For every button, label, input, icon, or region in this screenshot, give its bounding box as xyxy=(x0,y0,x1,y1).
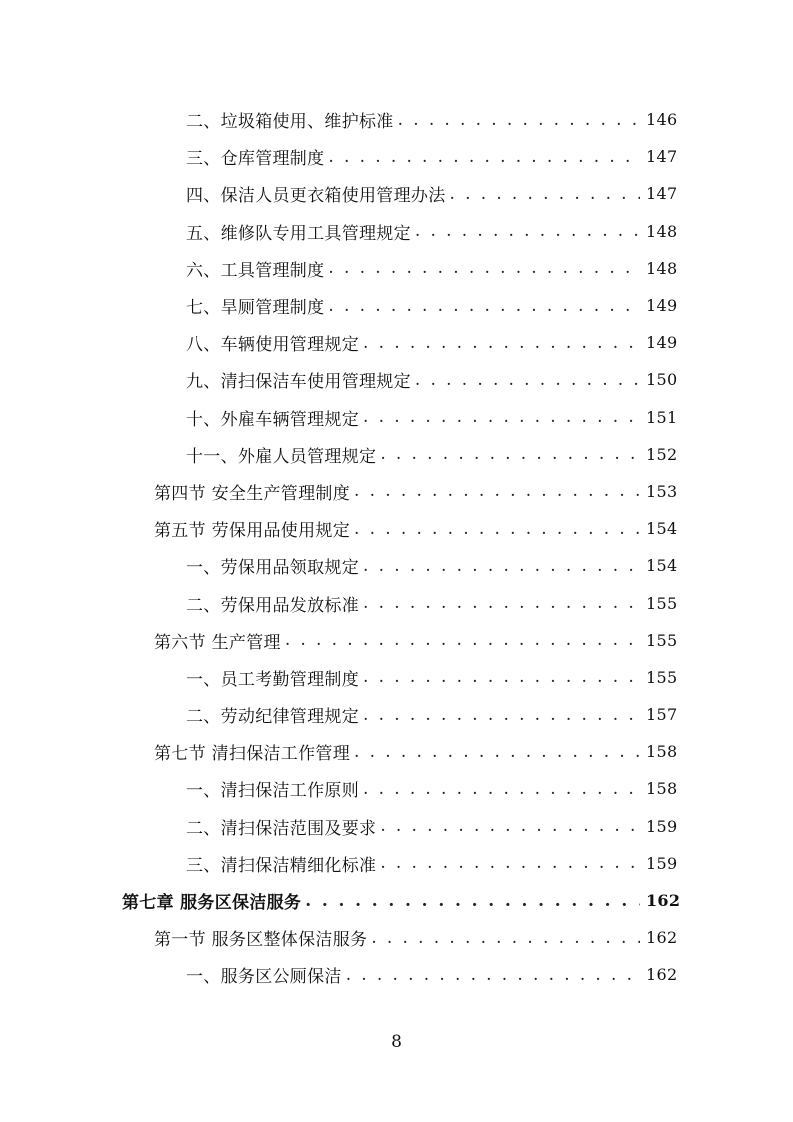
toc-dot-leader xyxy=(354,742,640,762)
toc-entry[interactable] xyxy=(0,175,793,212)
toc-entry-page-number: 154 xyxy=(646,519,678,539)
toc-entry[interactable] xyxy=(0,919,793,956)
toc-dot-leader xyxy=(363,593,640,613)
page-number: 8 xyxy=(391,1032,402,1052)
toc-entry-page-number: 148 xyxy=(646,258,678,278)
toc-entry-title: 二、劳动纪律管理规定 xyxy=(186,707,359,728)
toc-dot-leader xyxy=(380,444,640,464)
toc-entry-page-number: 147 xyxy=(646,184,678,204)
toc-entry-page-number: 159 xyxy=(646,816,678,836)
toc-dot-leader xyxy=(363,705,640,725)
toc-entry-title: 二、清扫保洁范围及要求 xyxy=(186,818,377,839)
toc-entry[interactable] xyxy=(0,473,793,510)
toc-entry-title: 三、仓库管理制度 xyxy=(186,149,325,170)
toc-dot-leader xyxy=(450,184,641,204)
toc-entry-title: 第一节 服务区整体保洁服务 xyxy=(154,930,368,951)
toc-entry-title: 第七章 服务区保洁服务 xyxy=(122,893,302,914)
toc-entry[interactable] xyxy=(0,696,793,733)
table-of-contents xyxy=(0,101,793,994)
toc-entry[interactable] xyxy=(0,882,793,919)
toc-dot-leader xyxy=(371,928,640,948)
toc-entry-title: 一、清扫保洁工作原则 xyxy=(186,781,359,802)
toc-entry[interactable] xyxy=(0,361,793,398)
toc-entry[interactable] xyxy=(0,250,793,287)
toc-entry-page-number: 148 xyxy=(646,221,678,241)
toc-entry-page-number: 154 xyxy=(646,556,678,576)
toc-entry[interactable] xyxy=(0,436,793,473)
toc-entry-page-number: 155 xyxy=(646,593,678,613)
toc-entry[interactable] xyxy=(0,808,793,845)
toc-entry-title: 十、外雇车辆管理规定 xyxy=(186,409,359,430)
toc-entry[interactable] xyxy=(0,845,793,882)
toc-entry-title: 五、维修队专用工具管理规定 xyxy=(186,223,411,244)
toc-entry-title: 第七节 清扫保洁工作管理 xyxy=(154,744,351,765)
toc-dot-leader xyxy=(363,667,640,687)
toc-dot-leader xyxy=(363,333,640,353)
toc-dot-leader xyxy=(415,221,640,241)
toc-entry-page-number: 153 xyxy=(646,481,678,501)
toc-entry[interactable] xyxy=(0,547,793,584)
toc-entry-page-number: 147 xyxy=(646,147,678,167)
toc-dot-leader xyxy=(363,779,640,799)
toc-entry-page-number: 162 xyxy=(646,965,678,985)
toc-entry-title: 八、车辆使用管理规定 xyxy=(186,335,359,356)
toc-entry[interactable] xyxy=(0,584,793,621)
toc-entry[interactable] xyxy=(0,622,793,659)
toc-dot-leader xyxy=(285,630,640,650)
toc-entry[interactable] xyxy=(0,101,793,138)
toc-entry-title: 六、工具管理制度 xyxy=(186,260,325,281)
toc-entry-title: 一、员工考勤管理制度 xyxy=(186,669,359,690)
toc-entry-page-number: 158 xyxy=(646,779,678,799)
toc-entry-title: 十一、外雇人员管理规定 xyxy=(186,446,377,467)
toc-entry[interactable] xyxy=(0,733,793,770)
toc-entry[interactable] xyxy=(0,659,793,696)
toc-entry-title: 第四节 安全生产管理制度 xyxy=(154,483,351,504)
toc-dot-leader xyxy=(415,370,640,390)
toc-entry-title: 九、清扫保洁车使用管理规定 xyxy=(186,372,411,393)
toc-entry-page-number: 155 xyxy=(646,630,678,650)
toc-dot-leader xyxy=(380,816,640,836)
toc-entry-page-number: 162 xyxy=(646,928,678,948)
toc-entry-title: 三、清扫保洁精细化标准 xyxy=(186,855,377,876)
toc-entry-page-number: 152 xyxy=(646,444,678,464)
toc-entry[interactable] xyxy=(0,510,793,547)
toc-entry-page-number: 149 xyxy=(646,296,678,316)
toc-entry-page-number: 149 xyxy=(646,333,678,353)
toc-dot-leader xyxy=(328,258,640,278)
toc-entry-title: 二、劳保用品发放标准 xyxy=(186,595,359,616)
toc-entry-page-number: 158 xyxy=(646,742,678,762)
toc-entry[interactable] xyxy=(0,956,793,993)
toc-entry-page-number: 157 xyxy=(646,705,678,725)
toc-entry-title: 七、旱厕管理制度 xyxy=(186,298,325,319)
toc-entry-page-number: 150 xyxy=(646,370,678,390)
toc-dot-leader xyxy=(380,853,640,873)
toc-dot-leader xyxy=(398,110,640,130)
toc-entry-title: 四、保洁人员更衣箱使用管理办法 xyxy=(186,186,446,207)
toc-dot-leader xyxy=(363,407,640,427)
toc-entry[interactable] xyxy=(0,399,793,436)
toc-entry-page-number: 155 xyxy=(646,667,678,687)
toc-entry[interactable] xyxy=(0,287,793,324)
toc-entry-page-number: 159 xyxy=(646,853,678,873)
toc-dot-leader xyxy=(354,481,640,501)
toc-entry-page-number: 146 xyxy=(646,110,678,130)
toc-entry-title: 第五节 劳保用品使用规定 xyxy=(154,521,351,542)
toc-entry[interactable] xyxy=(0,770,793,807)
toc-dot-leader xyxy=(305,891,640,911)
toc-entry-title: 一、劳保用品领取规定 xyxy=(186,558,359,579)
toc-dot-leader xyxy=(354,519,640,539)
toc-entry[interactable] xyxy=(0,213,793,250)
toc-dot-leader xyxy=(363,556,640,576)
toc-dot-leader xyxy=(328,296,640,316)
toc-entry-page-number: 162 xyxy=(646,891,681,911)
toc-entry-title: 二、垃圾箱使用、维护标准 xyxy=(186,112,394,133)
toc-dot-leader xyxy=(328,147,640,167)
toc-entry-title: 第六节 生产管理 xyxy=(154,632,281,653)
toc-dot-leader xyxy=(346,965,640,985)
toc-entry-page-number: 151 xyxy=(646,407,678,427)
toc-entry[interactable] xyxy=(0,324,793,361)
toc-entry[interactable] xyxy=(0,138,793,175)
toc-entry-title: 一、服务区公厕保洁 xyxy=(186,967,342,988)
